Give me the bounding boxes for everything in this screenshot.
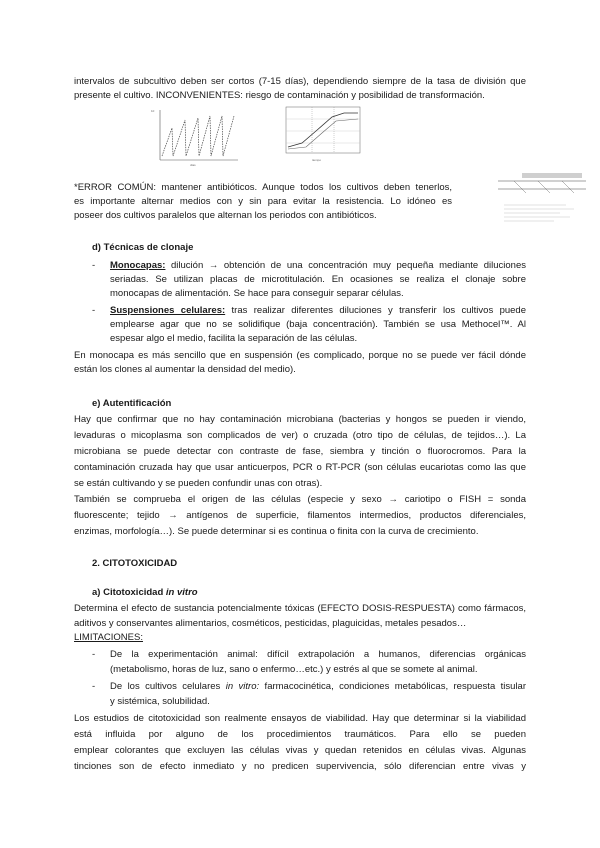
bullet-dash: - — [92, 649, 96, 660]
bullet-dash: - — [92, 681, 96, 692]
paragraph-line: tinciones son de efecto inmediato y no predicen supervivencia, sólo diferencian entre vivas y — [74, 761, 526, 772]
paragraph-line: enzimas, morfología…). Se puede determinar si es continua o finita con la curva de crecimiento. — [74, 526, 479, 537]
monocapas-line: seriadas. Se utilizan placas de microtitulación. En ocasiones se realiza el clonaje sobre — [110, 274, 526, 285]
antibiotic-alternation-figure — [494, 167, 590, 233]
paragraph-line: levaduras o micoplasma son complicados de ver) o cruzada (otro tipo de células, de tejidos…). La — [74, 430, 526, 441]
growth-curve-figure — [272, 103, 364, 167]
subculture-curve-figure — [150, 106, 242, 168]
monocapas-term: Monocapas: — [110, 260, 166, 271]
paragraph-line: se están cultivando y se pueden confundir unas con otras). — [74, 478, 323, 489]
paragraph-line: está influida por alguno de los procedimientos traumáticos. Para ello se pueden — [74, 729, 526, 740]
error-note-line: *ERROR COMÚN: mantener antibióticos. Aunque todos los cultivos deben tenerlos, — [74, 182, 452, 193]
section-2a-heading: a) Citotoxicidad in vitro — [92, 587, 198, 598]
paragraph-line: intervalos de subcultivo deben ser cortos (7-15 días), dependiendo siempre de la tasa de división que — [74, 76, 526, 87]
suspensiones-term: Suspensiones celulares: — [110, 305, 226, 316]
suspensiones-line: emplearse agar que no se solidifique (baja concentración). También se usa Methocel™. Al — [110, 319, 526, 330]
paragraph-line: Hay que confirmar que no hay contaminación microbiana (bacterias y hongos se pueden ir viendo, — [74, 414, 526, 425]
paragraph-line: aditivos y conservantes alimentarios, cosméticos, pesticidas, plaguicidas, metales pesados… — [74, 618, 467, 629]
paragraph-line: También se comprueba el origen de las células (especie y sexo → cariotipo o FISH = sonda — [74, 494, 526, 505]
svg-text:tiempo: tiempo — [312, 158, 322, 162]
monocapas-line: Monocapas: dilución → obtención de una concentración muy pequeña mediante diluciones — [110, 260, 526, 271]
bullet-dash: - — [92, 260, 96, 271]
bullet-line: De la experimentación animal: difícil extrapolación a humanos, diferencias orgánicas — [110, 649, 526, 660]
bullet-line: (metabolismo, horas de luz, sano o enfermo…etc.) y estrés al que se somete al animal. — [110, 664, 478, 675]
paragraph-line: están los clones al aumentar la densidad del medio). — [74, 364, 296, 375]
paragraph-line: contaminación cruzada hay que usar anticuerpos, PCR o RT-PCR (son células eucariotas como las que — [74, 462, 526, 473]
bullet-line: De los cultivos celulares in vitro: farmacocinética, condiciones metabólicas, respuesta tisular — [110, 681, 526, 692]
section-2-heading: 2. CITOTOXICIDAD — [92, 558, 178, 569]
error-note-line: es importante alternar medios con y sin para evitar la resistencia. Lo idóneo es — [74, 196, 452, 207]
suspensiones-line: Suspensiones celulares: tras realizar diferentes diluciones y transferir los cultivos puede — [110, 305, 526, 316]
paragraph-line: Determina el efecto de sustancia potencialmente tóxicas (EFECTO DOSIS-RESPUESTA) como fármacos, — [74, 603, 526, 614]
bullet-dash: - — [92, 305, 96, 316]
paragraph-line: Los estudios de citotoxicidad son realmente ensayos de viabilidad. Hay que determinar si la viabilidad — [74, 713, 526, 724]
svg-text:días: días — [190, 163, 196, 167]
section-d-heading: d) Técnicas de clonaje — [92, 242, 194, 253]
paragraph-line: presente el cultivo. INCONVENIENTES: riesgo de contaminación y posibilidad de transformación. — [74, 90, 485, 101]
error-note-line: poseer dos cultivos paralelos que alternan los periodos con antibióticos. — [74, 210, 377, 221]
paragraph-line: En monocapa es más sencillo que en suspensión (es complicado, porque no se puede ver fácil dónde — [74, 350, 526, 361]
paragraph-line: microbiana se puede detectar con contraste de fase, siembra y tinción o fluorocromos. Para la — [74, 446, 526, 457]
paragraph-line: fluorescente; tejido → antígenos de superficie, filamentos intermedios, productos diferenciales, — [74, 510, 526, 521]
limitaciones-label: LIMITACIONES: — [74, 632, 143, 643]
monocapas-line: monocapas de alimentación. Se hace para conseguir separar células. — [110, 288, 404, 299]
suspensiones-line: espesar algo el medio, facilita la separación de las células. — [110, 333, 358, 344]
section-e-heading: e) Autentificación — [92, 398, 172, 409]
paragraph-line: emplear colorantes que excluyen las células vivas y quedan retenidos en células vivas. Algunas — [74, 745, 526, 756]
bullet-line: y sistémica, solubilidad. — [110, 696, 210, 707]
svg-text:10: 10 — [151, 109, 155, 113]
